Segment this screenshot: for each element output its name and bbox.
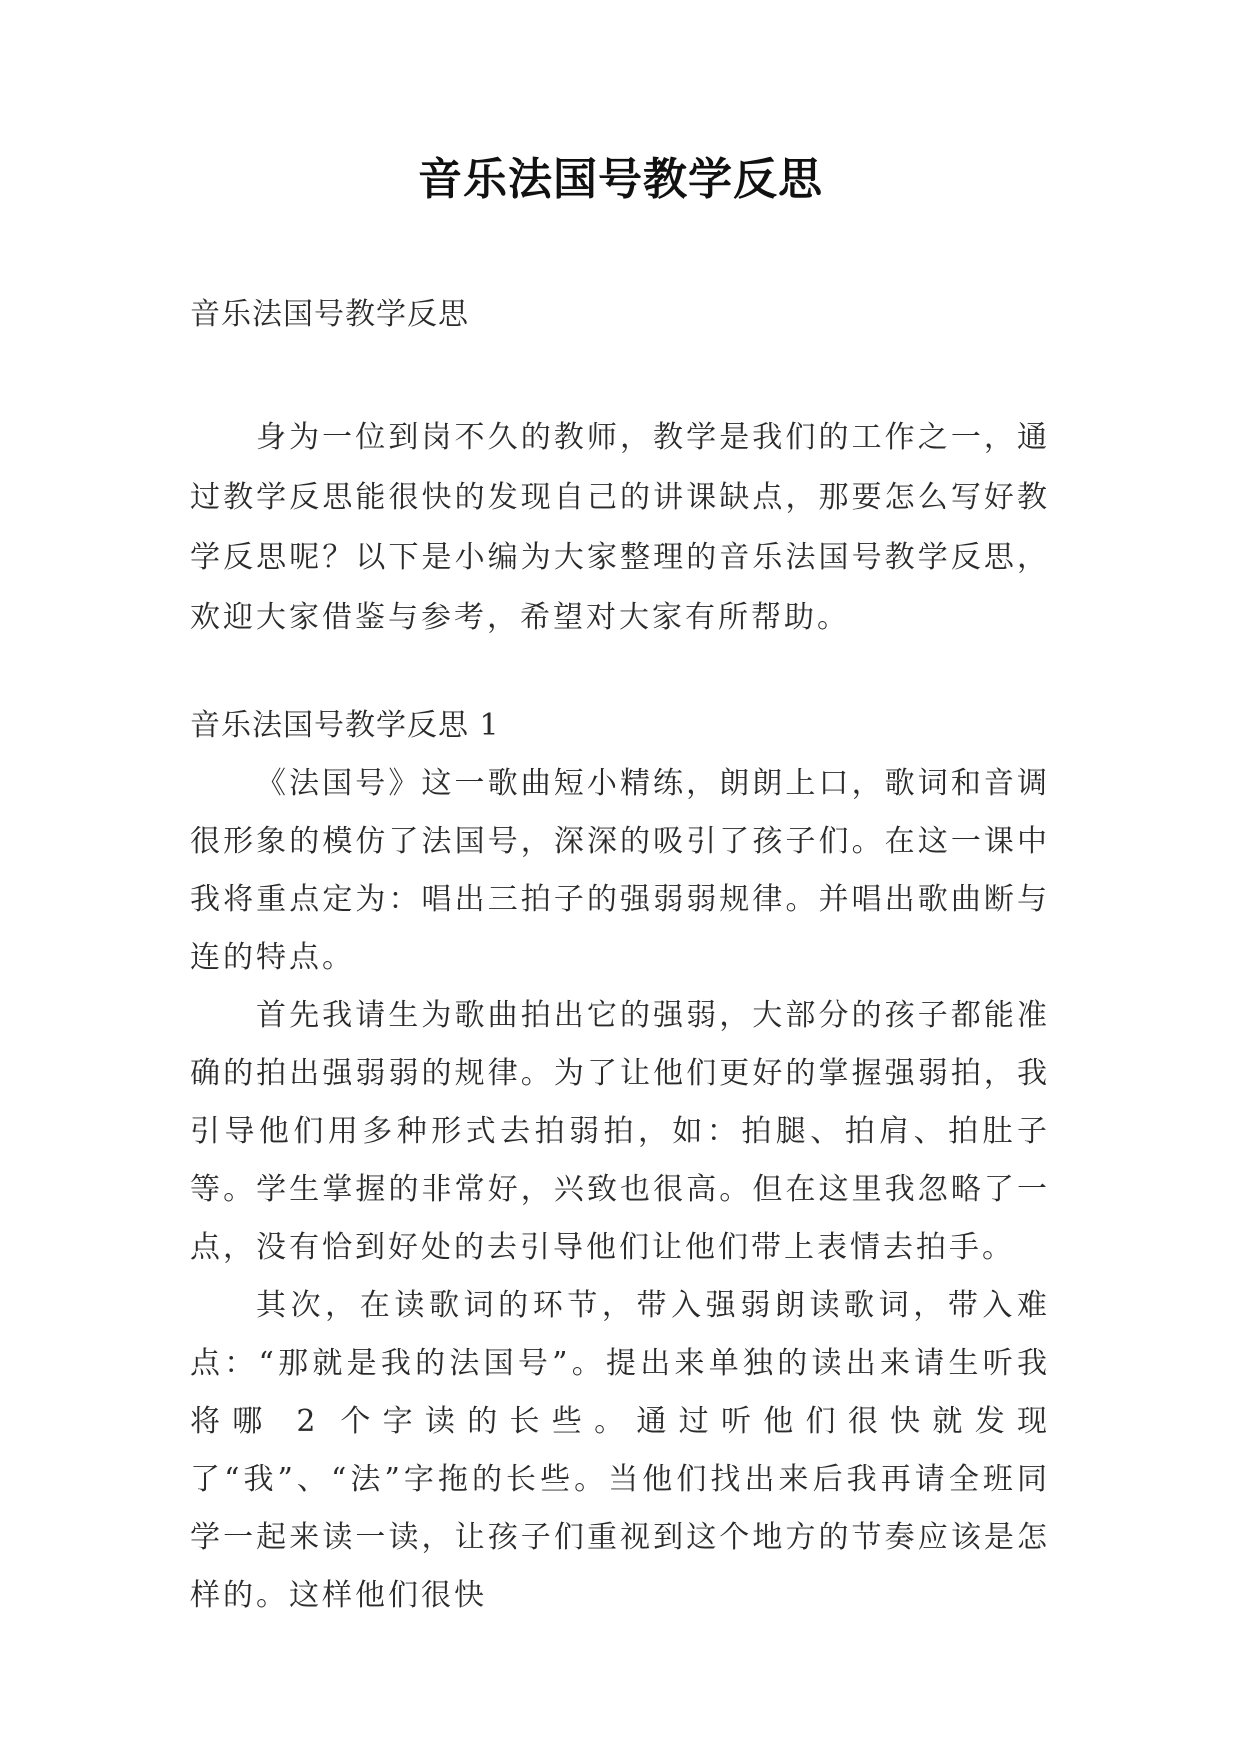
section-heading: 音乐法国号教学反思 1	[190, 708, 500, 743]
section-body	[190, 755, 1050, 1625]
document-title: 音乐法国号教学反思	[418, 154, 823, 205]
body-paragraph-3: 其次，在读歌词的环节，带入强弱朗读歌词，带入难点：“那就是我的法国号”。提出来单独的读出来请生听我将哪 2 个字读的长些。通过听他们很快就发现了“我”、“法”字拖的长些。当他们找出来后我再请全班同学一起来读一读，让孩子们重视到这个地方的节奏应该是怎样的。这样他们很快	[190, 1288, 1050, 1613]
body-paragraph-2: 首先我请生为歌曲拍出它的强弱，大部分的孩子都能准确的拍出强弱弱的规律。为了让他们更好的掌握强弱拍，我引导他们用多种形式去拍弱拍，如：拍腿、拍肩、拍肚子等。学生掌握的非常好，兴致也很高。但在这里我忽略了一点，没有恰到好处的去引导他们让他们带上表情去拍手。	[190, 998, 1050, 1265]
document-subtitle: 音乐法国号教学反思	[190, 297, 469, 332]
intro-paragraph: 身为一位到岗不久的教师，教学是我们的工作之一，通过教学反思能很快的发现自己的讲课缺点，那要怎么写好教学反思呢？以下是小编为大家整理的音乐法国号教学反思，欢迎大家借鉴与参考，希望对大家有所帮助。	[190, 420, 1050, 635]
body-paragraph-1: 《法国号》这一歌曲短小精练，朗朗上口，歌词和音调很形象的模仿了法国号，深深的吸引了孩子们。在这一课中我将重点定为：唱出三拍子的强弱弱规律。并唱出歌曲断与连的特点。	[190, 766, 1050, 975]
